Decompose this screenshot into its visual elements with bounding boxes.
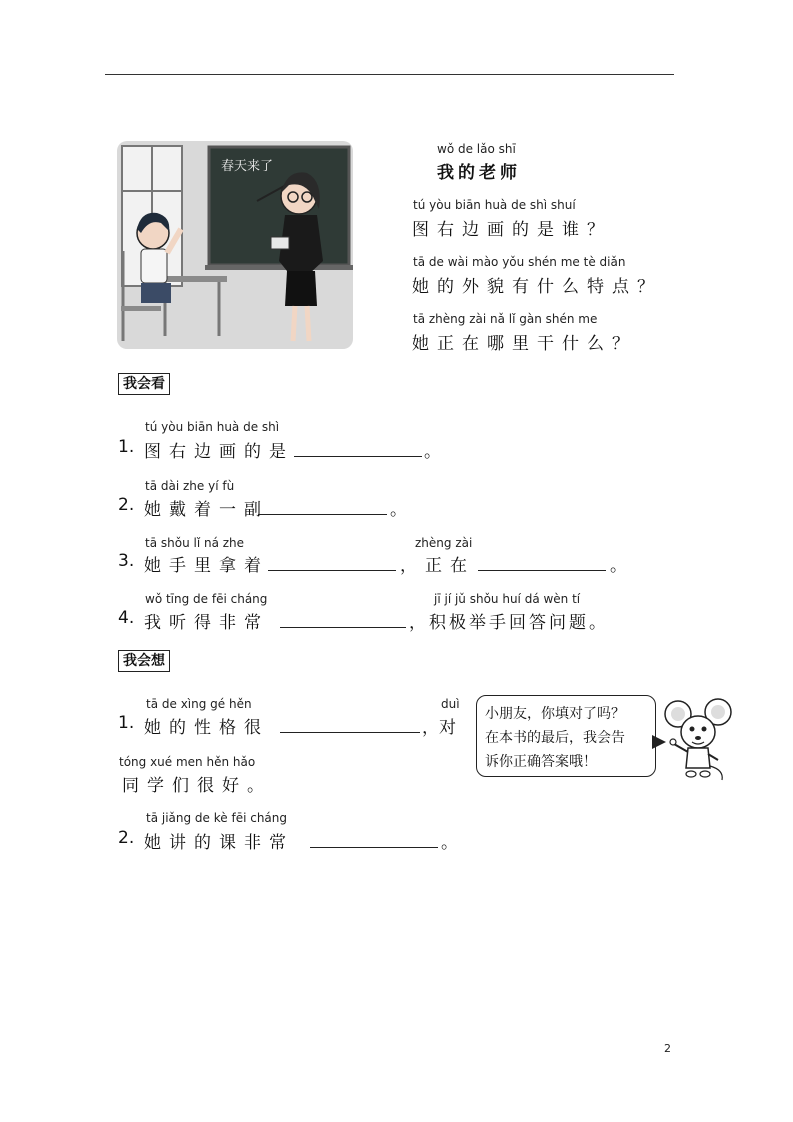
blackboard-text: 春天来了 — [221, 159, 274, 174]
classroom-illustration — [117, 141, 353, 349]
question-3-pinyin: tā zhèng zài nǎ lǐ gàn shén me — [413, 312, 598, 326]
question-1-pinyin: tú yòu biān huà de shì shuí — [413, 198, 576, 212]
look-4-answer-blank[interactable] — [280, 613, 406, 628]
title-pinyin: wǒ de lǎo shī — [437, 142, 516, 156]
look-4-pinyin-a: wǒ tīng de fēi cháng — [145, 592, 268, 606]
think-2-number: 2. — [118, 828, 135, 848]
look-3-answer-blank-a[interactable] — [268, 556, 396, 571]
think-1-text-c: 同学们很好。 — [122, 776, 272, 796]
question-3: 她正在哪里干什么？ — [412, 334, 637, 354]
think-2-end: 。 — [441, 833, 458, 853]
think-2-text: 她讲的课非常 — [144, 833, 294, 853]
look-4-text: 我听得非常 — [144, 613, 269, 633]
think-1-pinyin-c: tóng xué men hěn hǎo — [119, 755, 256, 769]
look-3-text-b: ，正在 — [400, 556, 475, 576]
speech-bubble — [476, 695, 656, 777]
look-3-pinyin-b: zhèng zài — [415, 536, 473, 550]
look-3-text: 她手里拿着 — [144, 556, 269, 576]
look-2-text: 她戴着一副 — [144, 500, 269, 520]
question-1: 图右边画的是谁？ — [412, 220, 612, 240]
look-2-number: 2. — [118, 495, 135, 515]
think-1-number: 1. — [118, 713, 135, 733]
mouse-mascot-icon — [662, 696, 734, 782]
think-2-answer-blank[interactable] — [310, 833, 438, 848]
look-4-pinyin-b: jī jí jǔ shǒu huí dá wèn tí — [434, 592, 581, 606]
question-2-pinyin: tā de wài mào yǒu shén me tè diǎn — [413, 255, 626, 269]
look-2-end: 。 — [390, 500, 407, 520]
section-label-think: 我会想 — [118, 650, 170, 672]
look-1-answer-blank[interactable] — [294, 442, 422, 457]
question-2: 她的外貌有什么特点？ — [412, 277, 662, 297]
look-3-answer-blank-b[interactable] — [478, 556, 606, 571]
header-rule — [105, 74, 674, 75]
look-1-number: 1. — [118, 437, 135, 457]
look-3-pinyin-a: tā shǒu lǐ ná zhe — [145, 536, 245, 550]
look-4-number: 4. — [118, 608, 135, 628]
look-4-text-b: ，积极举手回答问题。 — [409, 613, 609, 633]
think-1-text-b: ，对 — [422, 718, 456, 738]
bubble-line-2: 在本书的最后，我会告 — [485, 730, 625, 746]
look-3-end: 。 — [610, 556, 627, 576]
look-1-pinyin: tú yòu biān huà de shì — [145, 420, 280, 434]
think-2-pinyin: tā jiǎng de kè fēi cháng — [146, 811, 287, 825]
look-3-number: 3. — [118, 551, 135, 571]
think-1-text: 她的性格很 — [144, 718, 269, 738]
page-title: 我的老师 — [437, 163, 521, 183]
page-number: 2 — [664, 1042, 671, 1055]
look-1-end: 。 — [424, 442, 441, 462]
think-1-answer-blank[interactable] — [280, 718, 420, 733]
look-1-text: 图右边画的是 — [144, 442, 294, 462]
section-label-look: 我会看 — [118, 373, 170, 395]
look-2-pinyin: tā dài zhe yí fù — [145, 479, 235, 493]
look-2-answer-blank[interactable] — [258, 500, 387, 515]
think-1-pinyin-a: tā de xìng gé hěn — [146, 697, 252, 711]
bubble-line-3: 诉你正确答案哦！ — [485, 754, 597, 770]
think-1-pinyin-b: duì — [441, 697, 460, 711]
bubble-line-1: 小朋友，你填对了吗？ — [485, 706, 625, 722]
